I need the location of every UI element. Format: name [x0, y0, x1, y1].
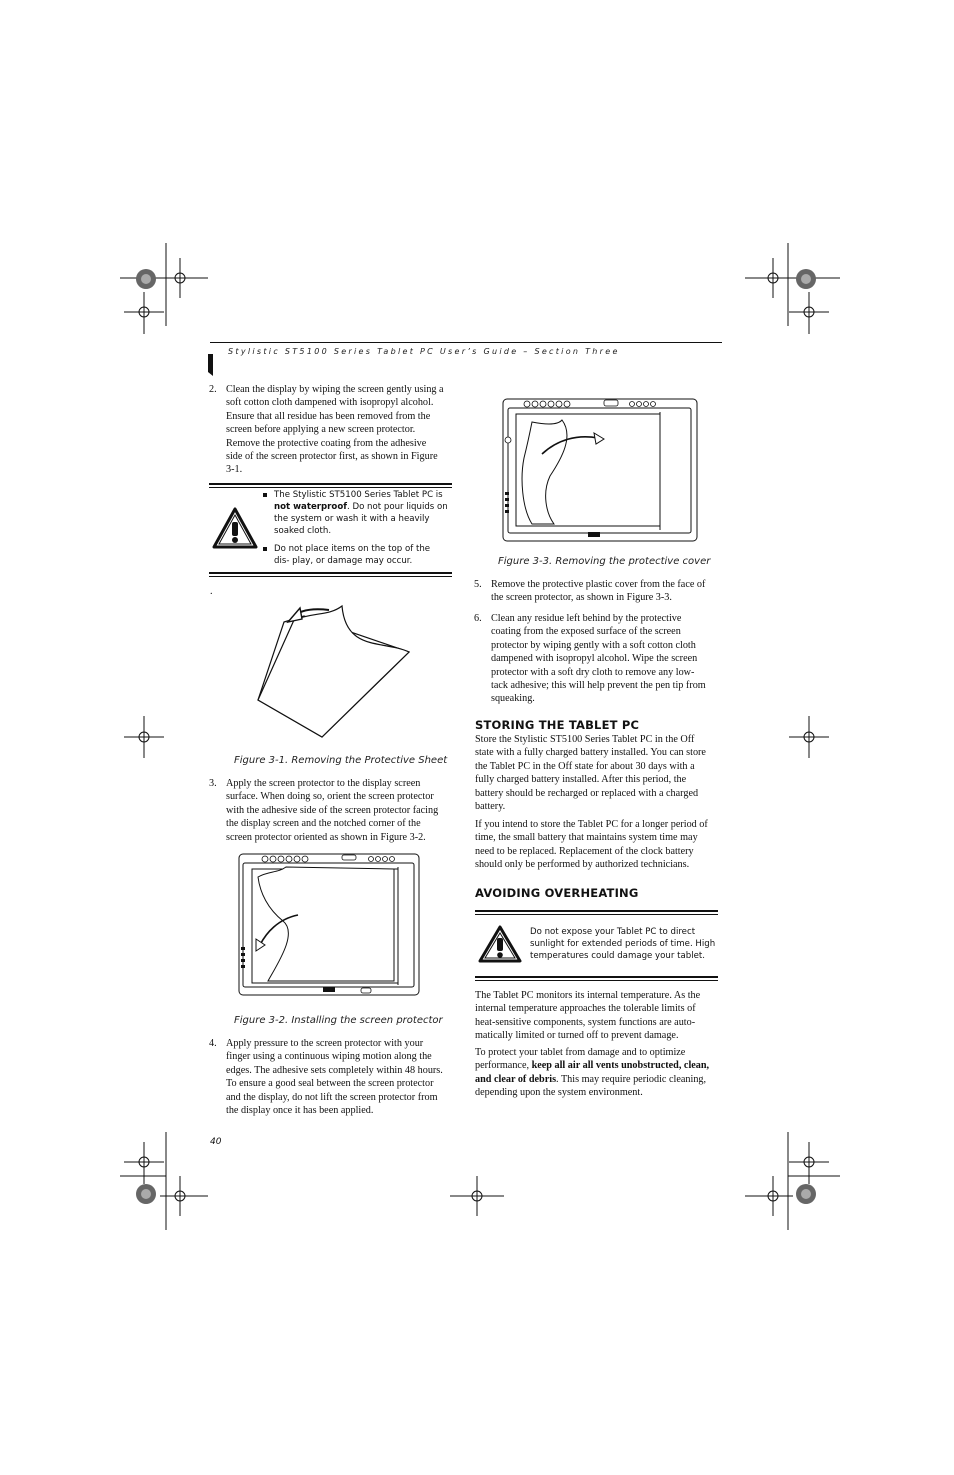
step-text	[491, 578, 705, 605]
storing-heading: STORING THE TABLET PC	[475, 718, 640, 732]
line: 3-1.	[226, 464, 243, 476]
step-number: 5.	[474, 579, 482, 590]
line: fully charged battery installed. After this period, the	[475, 774, 687, 786]
stray-dot: .	[210, 586, 213, 597]
line: side of the screen protector first, as shown in Figure	[226, 451, 438, 463]
line: need to be replaced. Replacement of the clock battery	[475, 845, 694, 857]
line: the Tablet PC in the Off state for about 30 days with a	[475, 760, 695, 772]
text: the system or wash it with a heavily	[274, 514, 430, 524]
line: Clean the display by wiping the screen gently using a	[226, 384, 444, 395]
line: sunlight for extended periods of time. High	[530, 939, 716, 949]
line: Apply the screen protector to the display screen	[226, 778, 421, 789]
figure-3-1-protective-sheet	[254, 602, 420, 742]
overheat-warning-top-rule	[475, 910, 718, 915]
warning-top-rule	[209, 483, 452, 488]
line: time, the small battery that maintains system time may	[475, 832, 698, 844]
warning-item-waterproof	[263, 489, 448, 537]
step-text	[226, 1037, 443, 1117]
step-number: 3.	[209, 778, 217, 789]
emphasis: and clear of debris	[475, 1073, 557, 1085]
line: state with a fully charged battery installed. You can store	[475, 747, 706, 759]
text: . Do not pour liquids on	[346, 502, 448, 512]
warning-item-placement	[263, 543, 448, 567]
line: battery.	[475, 801, 506, 813]
storing-paragraph-2	[475, 818, 725, 872]
line: Do not expose your Tablet PC to direct	[530, 927, 696, 937]
step-number: 2.	[209, 384, 217, 395]
overheating-heading: AVOIDING OVERHEATING	[475, 886, 639, 900]
step-text	[226, 383, 444, 477]
line: Apply pressure to the screen protector with your	[226, 1038, 424, 1049]
overheat-paragraph-2	[475, 1046, 725, 1100]
line: should only be performed by authorized technicians.	[475, 859, 690, 871]
overheat-warning-bottom-rule	[475, 976, 718, 981]
page-number: 40	[210, 1137, 222, 1147]
line: battery should be recharged or replaced with a charged	[475, 787, 699, 799]
text: Do not place items on the top of the dis-	[274, 544, 431, 566]
line: protector with a soft dry cloth to remove any low-	[491, 666, 695, 678]
line: screen protector oriented as shown in Figure 3-2.	[226, 831, 426, 843]
line: and the display, do not lift the screen protector from	[226, 1091, 438, 1103]
running-header: Stylistic ST5100 Series Tablet PC User’s Guide – Section Three	[228, 347, 620, 356]
line: soft cotton cloth dampened with isopropyl alcohol.	[226, 397, 434, 409]
line: screen before applying a new screen protector.	[226, 424, 416, 436]
figure-3-3-tablet-cover	[502, 398, 698, 543]
warning-triangle-icon	[212, 507, 258, 549]
line: The Tablet PC monitors its internal temperature. As the	[475, 990, 701, 1001]
overheat-paragraph-1	[475, 989, 725, 1043]
text: soaked cloth.	[274, 526, 332, 536]
line: heat-sensitive components, system functions are auto-	[475, 1016, 696, 1028]
text: The Stylistic ST5100 Series Tablet PC is	[274, 490, 443, 500]
line: the display once it has been applied.	[226, 1105, 374, 1117]
text: play, or damage may occur.	[292, 556, 413, 566]
line: matically limited or turned off to prevent damage.	[475, 1030, 679, 1042]
line: Remove the protective coating from the adhesive	[226, 437, 427, 449]
line: temperatures could damage your tablet.	[530, 951, 705, 961]
warning-list	[263, 489, 448, 573]
text: . This may require periodic cleaning,	[556, 1073, 707, 1085]
line: squeaking.	[491, 693, 535, 705]
figure-3-2-tablet-install	[238, 853, 420, 997]
line: coating from the exposed surface of the screen	[491, 626, 681, 638]
line: To ensure a good seal between the screen protector	[226, 1078, 434, 1090]
line: Ensure that all residue has been removed from the	[226, 410, 431, 422]
line: the display screen and the notched corner of the	[226, 818, 421, 830]
emphasis: keep all air all vents unobstructed, clean,	[531, 1060, 710, 1072]
line	[475, 1073, 725, 1086]
warning-bottom-rule	[209, 572, 452, 577]
line: internal temperature approaches the tolerable limits of	[475, 1003, 696, 1015]
step-number: 6.	[474, 613, 482, 624]
line: tack adhesive; this will help prevent the pen tip from	[491, 680, 706, 692]
storing-paragraph-1	[475, 733, 725, 813]
emphasis: not waterproof	[274, 502, 347, 512]
step-text	[226, 777, 438, 844]
overheat-warning-text	[530, 926, 720, 962]
line: edges. The adhesive sets completely within 48 hours.	[226, 1064, 443, 1076]
warning-triangle-icon	[478, 925, 522, 963]
line	[475, 1059, 725, 1072]
line: To protect your tablet from damage and to optimize	[475, 1047, 686, 1058]
line: If you intend to store the Tablet PC for a longer period of	[475, 819, 708, 830]
line: dampened with isopropyl alcohol. Wipe the screen	[491, 653, 698, 665]
line: surface. When doing so, orient the screen protector	[226, 791, 434, 803]
figure-3-1-caption: Figure 3-1. Removing the Protective Sheet	[234, 755, 448, 766]
line: Clean any residue left behind by the protective	[491, 613, 682, 624]
line: the screen protector, as shown in Figure 3-3.	[491, 592, 672, 604]
line: protector by wiping gently with a soft cotton cloth	[491, 639, 696, 651]
line: depending upon the system environment.	[475, 1087, 643, 1099]
figure-3-2-caption: Figure 3-2. Installing the screen protector	[234, 1015, 443, 1026]
line: with the adhesive side of the screen protector facing	[226, 804, 439, 816]
line: Remove the protective plastic cover from the face of	[491, 579, 706, 590]
text: performance,	[475, 1060, 532, 1072]
line: Store the Stylistic ST5100 Series Tablet PC in the Off	[475, 734, 695, 745]
line: finger using a continuous wiping motion along the	[226, 1051, 432, 1063]
figure-3-3-caption: Figure 3-3. Removing the protective cover	[498, 556, 711, 567]
step-number: 4.	[209, 1038, 217, 1049]
step-text	[491, 612, 706, 706]
